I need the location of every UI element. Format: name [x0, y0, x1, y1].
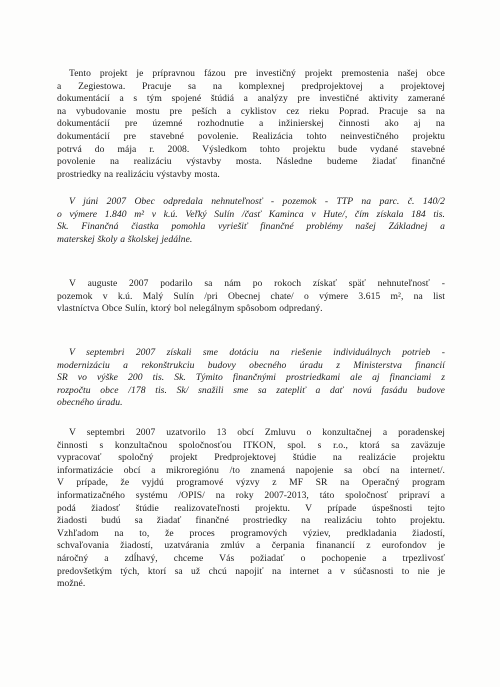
- paragraph-line: podá žiadosť štúdie realizovateľnosti projektu. V prípade úspešnosti tejto: [57, 502, 445, 514]
- paragraph-line: Tento projekt je prípravnou fázou pre investičný projekt premostenia našej obce: [69, 68, 445, 79]
- paragraph-line: náročný a zdĺhavý, chceme Vás požiadať o pochopenie a trpezlivosť: [57, 552, 445, 564]
- paragraph-line: možné.: [57, 578, 86, 590]
- paragraph-line: V auguste 2007 podarilo sa nám po rokoch získať späť nehnuteľnosť -: [69, 278, 445, 289]
- paragraph-line: dokumentácií pre územné rozhodnutie a inžinierskej činnosti ako aj na: [57, 118, 445, 130]
- paragraph-line: informatizačného systému /OPIS/ na roky 2007-2013, táto spoločnosť pripraví a: [57, 489, 445, 501]
- paragraph-land-recovery: [57, 278, 445, 316]
- paragraph-line: rozpočtu obce /178 tis. Sk/ snažili sme sa zatepliť a dať novú fasádu budove: [57, 384, 445, 396]
- paragraph-line: na vybudovanie mostu pre peších a cyklistov cez rieku Poprad. Pracuje sa na: [57, 105, 445, 117]
- paragraph-line: SR vo výške 200 tis. Sk. Týmito finančnými prostriedkami ale aj financiami z: [57, 372, 445, 384]
- paragraph-line: o výmere 1.840 m² v k.ú. Veľký Sulín /časť Kaminca v Hute/, čím získala 184 tis.: [57, 208, 445, 220]
- paragraph-line: Vzhľadom na to, že proces programových výziev, predkladania žiadostí,: [57, 527, 445, 539]
- paragraph-office-subsidy: [57, 347, 445, 410]
- paragraph-line: modernizáciu a rekonštrukciu budovy obecného úradu z Ministerstva financií: [57, 359, 445, 371]
- paragraph-line: povolenie na realizáciu výstavby mosta. Následne budeme žiadať finančné: [57, 156, 445, 168]
- paragraph-line: V septembri 2007 uzatvorilo 13 obcí Zmluvu o konzultačnej a poradenskej: [69, 427, 445, 438]
- paragraph-bridge-project: [57, 68, 445, 181]
- paragraph-line: činnosti s konzultačnou spoločnosťou ITKON, spol. s r.o., ktorá sa zaväzuje: [57, 439, 445, 451]
- paragraph-line: informatizácie obcí a mikroregiónu /to znamená napojenie sa obcí na internet/.: [57, 464, 445, 476]
- paragraph-line: V júni 2007 Obec odpredala nehnuteľnosť - pozemok - TTP na parc. č. 140/2: [69, 196, 445, 207]
- paragraph-line: materskej školy a školskej jedálne.: [57, 233, 193, 245]
- paragraph-line: Sk. Finančná čiastka pomohla vyriešiť finančné problémy našej Základnej a: [57, 221, 445, 233]
- paragraph-line: predovšetkým tých, ktorí sa už chcú napojiť na internet a v súčasnosti to nie je: [57, 565, 445, 577]
- paragraph-line: schvaľovania žiadostí, uzatvárania zmlúv a čerpania finanancií z eurofondov je: [57, 540, 445, 552]
- paragraph-line: prostriedky na realizáciu výstavby mosta.: [57, 168, 220, 180]
- paragraph-line: dokumentácií a s tým spojené štúdiá a analýzy pre investičné aktivity zamerané: [57, 93, 445, 105]
- paragraph-line: potrvá do mája r. 2008. Výsledkom tohto projektu bude vydané stavebné: [57, 143, 445, 155]
- paragraph-line: V septembri 2007 získali sme dotáciu na riešenie individuálnych potrieb -: [69, 347, 445, 358]
- paragraph-line: žiadosti budú sa žiadať finančné prostriedky na realizáciu tohto projektu.: [57, 515, 445, 527]
- paragraph-line: pozemok v k.ú. Malý Sulín /pri Obecnej chate/ o výmere 3.615 m², na list: [57, 290, 445, 302]
- paragraph-informatization: [57, 427, 445, 591]
- paragraph-line: V prípade, že vyjdú programové výzvy z MF SR na Operačný program: [57, 477, 445, 489]
- paragraph-line: vlastníctva Obce Sulín, ktorý bol nelegálnym spôsobom odpredaný.: [57, 303, 323, 315]
- paragraph-line: a Zegiestowa. Pracuje sa na komplexnej predprojektovej a projektovej: [57, 80, 445, 92]
- paragraph-line: vypracovať spoločný projekt Predprojektovej štúdie na realizácie projektu: [57, 452, 445, 464]
- paragraph-line: dokumentácií pre stavebné povolenie. Realizácia tohto neinvestičného projektu: [57, 130, 445, 142]
- paragraph-line: obecného úradu.: [57, 397, 123, 409]
- paragraph-land-sale: [57, 196, 445, 246]
